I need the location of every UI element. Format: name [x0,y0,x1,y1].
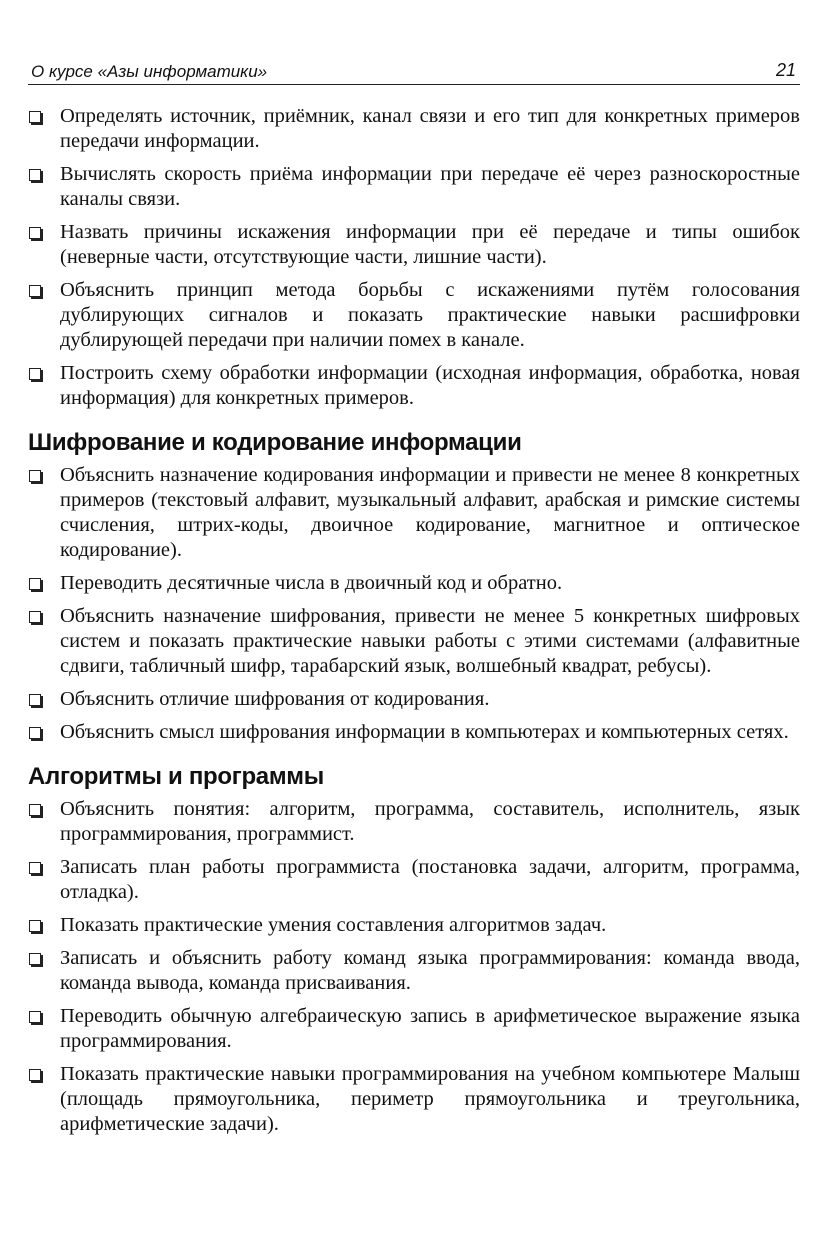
list-item [28,571,800,596]
list-item [28,162,800,212]
section-heading-algorithms: Алгоритмы и программы [28,763,324,790]
list-item [28,913,800,938]
page-number: 21 [775,60,796,80]
list-item [28,278,800,353]
list-item-text: Переводить десятичные числа в двоичный код и обратно. [60,572,563,594]
checkbox-bullet-icon [29,804,41,816]
checkbox-bullet-icon [29,111,41,123]
checkbox-bullet-icon [29,578,41,590]
list-item [28,946,800,996]
list-item [28,463,800,563]
list-item-text: Записать план работы программиста (постановка задачи, алгоритм, программа, отладка). [60,856,800,903]
list-item-text: Объяснить понятия: алгоритм, программа, составитель, исполнитель, язык программирования, программист. [60,798,800,845]
checkbox-bullet-icon [29,953,41,965]
list-item [28,220,800,270]
checkbox-bullet-icon [29,368,41,380]
list-item [28,1062,800,1137]
list-item-text: Объяснить принцип метода борьбы с искажениями путём голосования дублирующих сигналов и показать практические навыки расшифровки дублирующей передачи при наличии помех в канале. [60,279,800,351]
list-item [28,361,800,411]
list-item-text: Назвать причины искажения информации при её передаче и типы ошибок (неверные части, отсутствующие части, лишние части). [60,221,800,268]
list-item-text: Показать практические навыки программирования на учебном компьютере Малыш (площадь прямоугольника, периметр прямоугольника и треугольника, арифметические задачи). [60,1063,800,1135]
checkbox-bullet-icon [29,470,41,482]
running-header-title: О курсе «Азы информатики» [31,62,268,81]
list-item-text: Определять источник, приёмник, канал связи и его тип для конкретных примеров передачи информации. [60,105,800,152]
list-item [28,855,800,905]
checkbox-bullet-icon [29,727,41,739]
page-content [28,104,800,1145]
checkbox-bullet-icon [29,227,41,239]
list-item-text: Записать и объяснить работу команд языка программирования: команда ввода, команда вывода, команда присваивания. [60,947,800,994]
list-item-text: Переводить обычную алгебраическую запись в арифметическое выражение языка программирования. [60,1005,800,1052]
running-header [28,58,800,85]
list-item-text: Показать практические умения составления алгоритмов задач. [60,914,607,936]
checkbox-bullet-icon [29,611,41,623]
list-item [28,687,800,712]
list-item-text: Объяснить отличие шифрования от кодирования. [60,688,490,710]
list-item-text: Объяснить назначение кодирования информации и привести не менее 8 конкретных примеров (текстовый алфавит, музыкальный алфавит, арабская и римские системы счисления, штрих-коды, двоичное кодирование, магнитное и оптическое кодирование). [60,464,800,561]
list-item-text: Объяснить назначение шифрования, привести не менее 5 конкретных шифровых систем и показать практические навыки работы с этими системами (алфавитные сдвиги, табличный шифр, тарабарский язык, волшебный квадрат, ребусы). [60,605,800,677]
list-item-text: Вычислять скорость приёма информации при передаче её через разноскоростные каналы связи. [60,163,800,210]
list-item-text: Объяснить смысл шифрования информации в компьютерах и компьютерных сетях. [60,721,789,743]
list-item [28,720,800,745]
checkbox-bullet-icon [29,169,41,181]
checkbox-bullet-icon [29,1011,41,1023]
list-item-text: Построить схему обработки информации (исходная информация, обработка, новая информация) для конкретных примеров. [60,362,800,409]
checkbox-bullet-icon [29,862,41,874]
list-item [28,1004,800,1054]
checkbox-bullet-icon [29,285,41,297]
section-heading-encryption: Шифрование и кодирование информации [28,429,522,456]
checkbox-bullet-icon [29,920,41,932]
list-item [28,104,800,154]
checkbox-bullet-icon [29,1069,41,1081]
checkbox-bullet-icon [29,694,41,706]
list-item [28,604,800,679]
list-item [28,797,800,847]
